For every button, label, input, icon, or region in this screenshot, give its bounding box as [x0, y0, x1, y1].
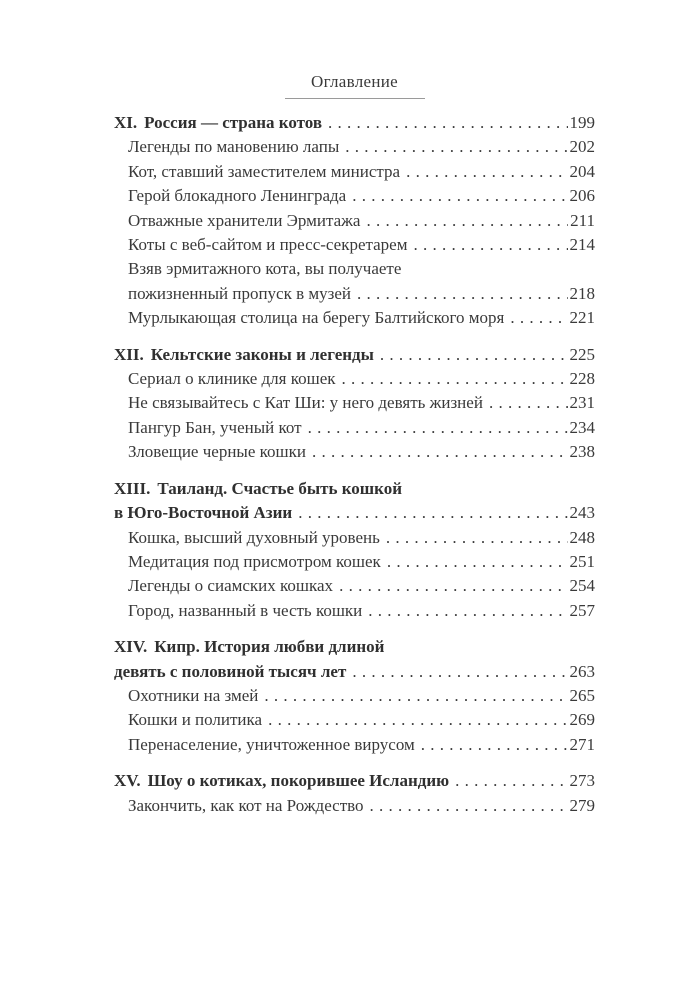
toc-item-row	[114, 257, 595, 281]
entry-title: Коты с веб-сайтом и пресс-секретарем	[128, 235, 408, 255]
dot-leader	[406, 160, 567, 184]
dot-leader	[455, 769, 567, 793]
entry-title: Таиланд. Счастье быть кошкой	[157, 478, 402, 498]
entry-text	[128, 184, 346, 208]
entry-title: Мурлыкающая столица на берегу Балтийского моря	[128, 308, 505, 328]
toc-section	[114, 635, 595, 757]
toc-section	[114, 477, 595, 623]
page-number: 211	[570, 210, 595, 230]
toc-item-row	[114, 599, 595, 623]
section-number: XII.	[114, 344, 144, 364]
entry-title: девять с половиной тысяч лет	[114, 661, 347, 681]
entry-title: Охотники на змей	[128, 685, 259, 705]
entry-text	[114, 769, 449, 793]
page-number: 273	[569, 771, 595, 791]
entry-text	[114, 343, 374, 367]
entry-title: пожизненный пропуск в музей	[128, 283, 351, 303]
entry-title: Кошка, высший духовный уровень	[128, 527, 380, 547]
page-number: 234	[569, 417, 595, 437]
entry-title: Закончить, как кот на Рождество	[128, 795, 364, 815]
toc-section-row	[114, 501, 595, 525]
dot-leader	[370, 794, 568, 818]
toc-section	[114, 343, 595, 465]
section-number: XIV.	[114, 637, 148, 657]
dot-leader	[268, 708, 567, 732]
toc-item-row	[114, 440, 595, 464]
page-number: 199	[569, 113, 595, 132]
toc-section-row	[114, 769, 595, 793]
dot-leader	[421, 733, 568, 757]
page-number: 257	[569, 600, 595, 620]
toc-item-row	[114, 160, 595, 184]
entry-text	[114, 477, 402, 501]
entry-text	[128, 233, 408, 257]
toc-item-row	[114, 184, 595, 208]
dot-leader	[357, 282, 568, 306]
entry-title: Медитация под присмотром кошек	[128, 551, 381, 571]
page-number: 238	[569, 442, 595, 462]
page-number: 225	[569, 344, 595, 364]
toc-item-row	[114, 794, 595, 818]
toc-item-row	[114, 550, 595, 574]
entry-text	[114, 660, 346, 684]
entry-title: Пангур Бан, ученый кот	[128, 417, 302, 437]
page-number: 214	[569, 235, 595, 255]
dot-leader	[368, 599, 567, 623]
entry-title: в Юго-Восточной Азии	[114, 503, 293, 523]
page-number: 206	[569, 186, 595, 206]
toc-section-row	[114, 635, 595, 659]
entry-title: Отважные хранители Эрмитажа	[128, 210, 361, 230]
page-number: 254	[569, 576, 595, 596]
entry-text	[128, 550, 381, 574]
entry-text	[128, 135, 339, 159]
toc-item-row	[114, 367, 595, 391]
dot-leader	[414, 233, 568, 257]
dot-leader	[264, 684, 567, 708]
dot-leader	[308, 416, 568, 440]
dot-leader	[489, 391, 568, 415]
entry-title: Легенды по мановению лапы	[128, 137, 340, 157]
page-header	[114, 73, 595, 99]
dot-leader	[510, 306, 567, 330]
entry-title: Не связывайтесь с Кат Ши: у него девять жизней	[128, 393, 483, 413]
toc-item-row	[114, 684, 595, 708]
entry-title: Кошки и политика	[128, 710, 263, 730]
page-number: 265	[569, 685, 595, 705]
section-number: XV.	[114, 771, 141, 791]
page-number: 204	[569, 161, 595, 181]
entry-text	[128, 209, 360, 233]
entry-text	[128, 708, 262, 732]
toc-section	[114, 769, 595, 818]
toc-item-row	[114, 733, 595, 757]
entry-title: Кипр. История любви длиной	[154, 637, 385, 657]
entry-text	[114, 501, 292, 525]
entry-title: Сериал о клинике для кошек	[128, 369, 336, 389]
page-title: Оглавление	[311, 72, 398, 91]
entry-title: Герой блокадного Ленинграда	[128, 186, 347, 206]
entry-title: Кот, ставший заместителем министра	[128, 161, 401, 181]
page-number: 251	[569, 551, 595, 571]
page-number: 221	[569, 308, 595, 328]
entry-text	[128, 733, 415, 757]
entry-title: Перенаселение, уничтоженное вирусом	[128, 734, 415, 754]
page-number: 243	[569, 503, 595, 523]
dot-leader	[345, 135, 567, 159]
dot-leader	[387, 550, 568, 574]
page-number: 231	[569, 393, 595, 413]
page-number: 202	[569, 137, 595, 157]
toc-section-row	[114, 660, 595, 684]
entry-text	[128, 416, 302, 440]
dot-leader	[342, 367, 568, 391]
dot-leader	[352, 660, 567, 684]
toc-item-row	[114, 306, 595, 330]
toc-item-row	[114, 233, 595, 257]
dot-leader	[352, 184, 567, 208]
page-number: 263	[569, 661, 595, 681]
section-number: XIII.	[114, 478, 151, 498]
entry-title: Шоу о котиках, покорившее Исландию	[147, 771, 450, 791]
toc-item-row	[114, 708, 595, 732]
entry-title: Россия — страна котов	[144, 113, 323, 132]
entry-text	[114, 635, 384, 659]
entry-title: Кельтские законы и легенды	[150, 344, 374, 364]
section-number: XI.	[114, 113, 138, 132]
toc-item-row	[114, 135, 595, 159]
entry-text	[128, 440, 306, 464]
entry-title: Зловещие черные кошки	[128, 442, 306, 462]
dot-leader	[380, 343, 568, 367]
entry-title: Город, названный в честь кошки	[128, 600, 363, 620]
header-rule	[285, 98, 425, 99]
toc-item-row	[114, 209, 595, 233]
entry-text	[128, 282, 351, 306]
entry-title: Легенды о сиамских кошках	[128, 576, 334, 596]
toc-item-row	[114, 391, 595, 415]
entry-text	[128, 257, 401, 281]
entry-text	[128, 574, 333, 598]
entry-text	[128, 391, 483, 415]
toc-list	[114, 111, 595, 818]
entry-title: Взяв эрмитажного кота, вы получаете	[128, 259, 402, 279]
dot-leader	[339, 574, 567, 598]
entry-text	[128, 306, 504, 330]
entry-text	[128, 526, 380, 550]
page-number: 271	[569, 734, 595, 754]
toc-item-row	[114, 416, 595, 440]
dot-leader	[298, 501, 567, 525]
entry-text	[128, 794, 364, 818]
entry-text	[114, 111, 322, 135]
entry-text	[128, 599, 362, 623]
page-number: 279	[569, 795, 595, 815]
dot-leader	[366, 209, 568, 233]
toc-item-row	[114, 282, 595, 306]
dot-leader	[328, 111, 567, 135]
toc-section	[114, 111, 595, 331]
toc-item-row	[114, 526, 595, 550]
entry-text	[128, 367, 336, 391]
dot-leader	[312, 440, 568, 464]
page-number: 269	[569, 710, 595, 730]
toc-section-row	[114, 343, 595, 367]
toc-section-row	[114, 111, 595, 135]
entry-text	[128, 160, 400, 184]
page-number: 248	[569, 527, 595, 547]
page-number: 228	[569, 369, 595, 389]
page-number: 218	[569, 283, 595, 303]
dot-leader	[386, 526, 568, 550]
toc-section-row	[114, 477, 595, 501]
entry-text	[128, 684, 258, 708]
toc-item-row	[114, 574, 595, 598]
